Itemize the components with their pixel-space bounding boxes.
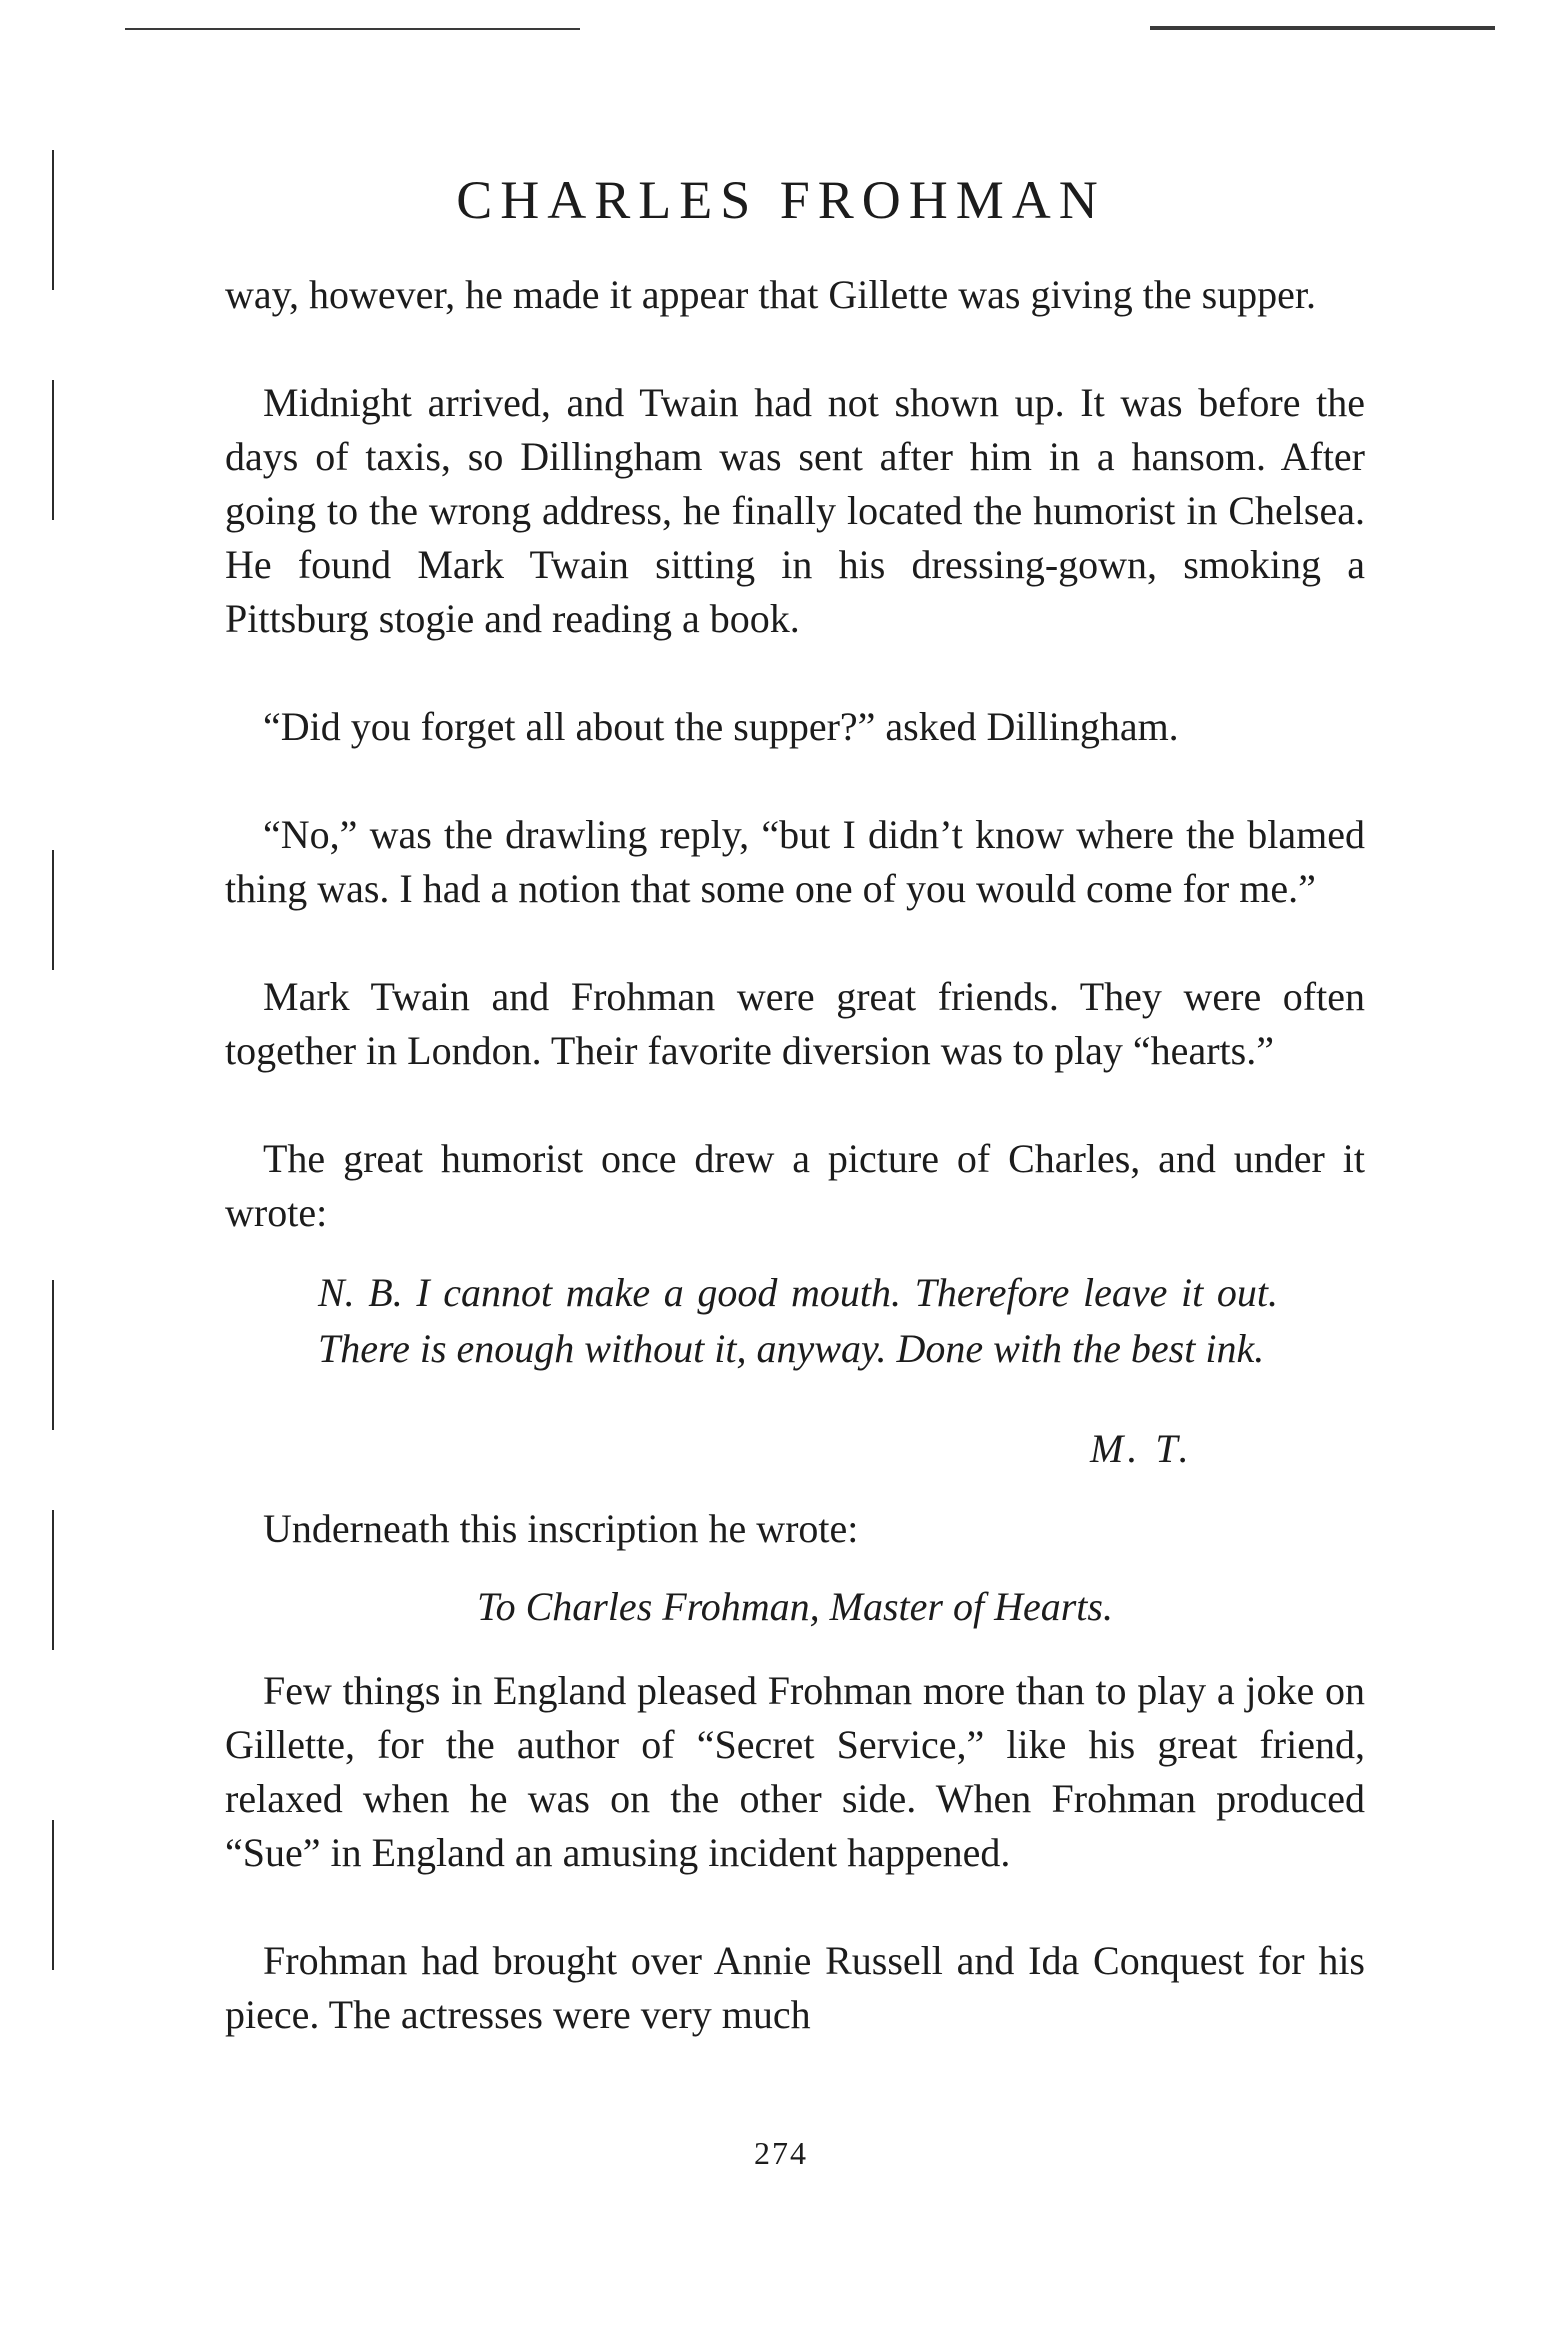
margin-mark — [52, 380, 54, 520]
margin-mark — [52, 1280, 54, 1430]
top-rule-right — [1150, 26, 1495, 30]
page-number: 274 — [754, 2135, 808, 2171]
inscription: To Charles Frohman, Master of Hearts. — [477, 1584, 1113, 1629]
margin-mark — [52, 1510, 54, 1650]
paragraph: way, however, he made it appear that Gillette was giving the supper. — [225, 272, 1317, 317]
running-header: CHARLES FROHMAN — [456, 170, 1106, 230]
quote-signature: M. T. — [1090, 1426, 1193, 1471]
block-quote: N. B. I cannot make a good mouth. Therefore leave it out. There is enough without it, anyway. Done with the best ink. — [318, 1270, 1278, 1371]
paragraph: “Did you forget all about the supper?” asked Dillingham. — [263, 704, 1179, 749]
top-rule-left — [125, 28, 580, 30]
paragraph: The great humorist once drew a picture of Charles, and under it wrote: — [225, 1136, 1365, 1235]
margin-mark — [52, 1820, 54, 1970]
margin-mark — [52, 850, 54, 970]
paragraph: Mark Twain and Frohman were great friends. They were often together in London. Their favorite diversion was to play “hearts.” — [225, 974, 1365, 1073]
paragraph: Frohman had brought over Annie Russell and Ida Conquest for his piece. The actresses were very much — [225, 1938, 1365, 2037]
paragraph: Midnight arrived, and Twain had not shown up. It was before the days of taxis, so Dillingham was sent after him in a hansom. After going to the wrong address, he finally located the humorist in Chelsea. He found Mark Twain sitting in his dressing-gown, smoking a Pittsburg stogie and reading a book. — [225, 380, 1365, 641]
paragraph: Underneath this inscription he wrote: — [263, 1506, 859, 1551]
paragraph: Few things in England pleased Frohman more than to play a joke on Gillette, for the author of “Secret Service,” like his great friend, relaxed when he was on the other side. When Frohman produced “Sue” in England an amusing incident happened. — [225, 1668, 1365, 1875]
paragraph: “No,” was the drawling reply, “but I didn’t know where the blamed thing was. I had a notion that some one of you would come for me.” — [225, 812, 1365, 911]
